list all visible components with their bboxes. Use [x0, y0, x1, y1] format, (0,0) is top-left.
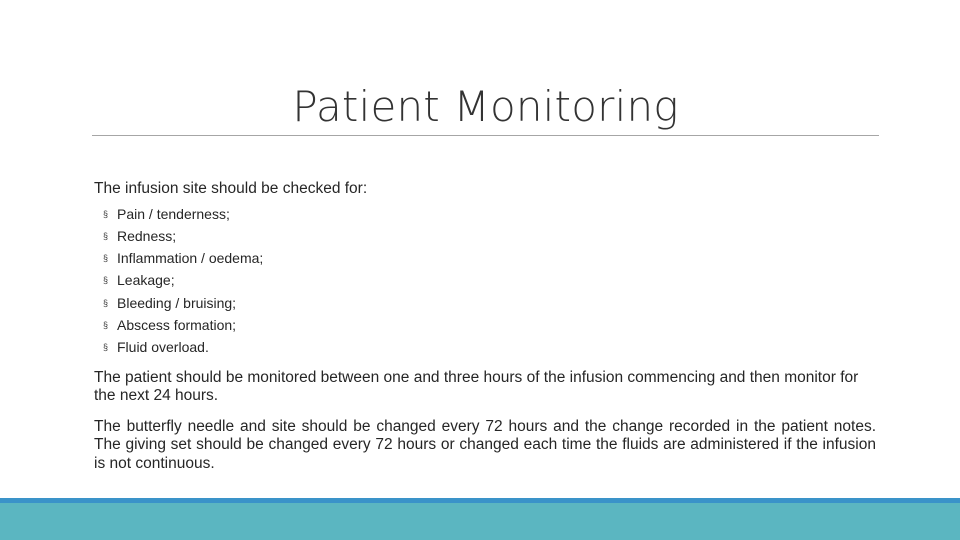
list-item	[103, 292, 876, 314]
list-item-label: Inflammation / oedema;	[117, 250, 264, 267]
intro-text: The infusion site should be checked for:	[94, 180, 368, 197]
list-item-label: Leakage;	[117, 272, 175, 289]
footer-band	[0, 498, 960, 540]
square-bullet-icon: §	[103, 297, 109, 308]
list-item	[103, 247, 876, 269]
slide-body	[94, 180, 876, 485]
square-bullet-icon: §	[103, 230, 109, 241]
list-item-label: Fluid overload.	[117, 339, 209, 356]
title-divider	[92, 135, 879, 136]
list-item	[103, 203, 876, 225]
list-item-label: Bleeding / bruising;	[117, 294, 237, 311]
list-item-label: Abscess formation;	[117, 316, 237, 333]
monitoring-paragraph: The patient should be monitored between one and three hours of the infusion commencing and then monitor for the next 24 hours.	[94, 368, 859, 405]
square-bullet-icon: §	[103, 275, 109, 286]
square-bullet-icon: §	[103, 319, 109, 330]
list-item-label: Pain / tenderness;	[117, 205, 230, 222]
list-item	[103, 225, 876, 247]
slide-title: Patient Monitoring	[292, 82, 679, 131]
list-item	[103, 336, 876, 358]
change-schedule-paragraph: The butterfly needle and site should be changed every 72 hours and the change recorded in the patient notes. The giving set should be changed every 72 hours or changed each time the fluids are administered if the infusion is not continuous.	[94, 417, 876, 472]
square-bullet-icon: §	[103, 208, 109, 219]
list-item	[103, 269, 876, 291]
list-item-label: Redness;	[117, 227, 177, 244]
square-bullet-icon: §	[103, 342, 109, 353]
checklist	[94, 203, 876, 359]
list-item	[103, 314, 876, 336]
square-bullet-icon: §	[103, 253, 109, 264]
